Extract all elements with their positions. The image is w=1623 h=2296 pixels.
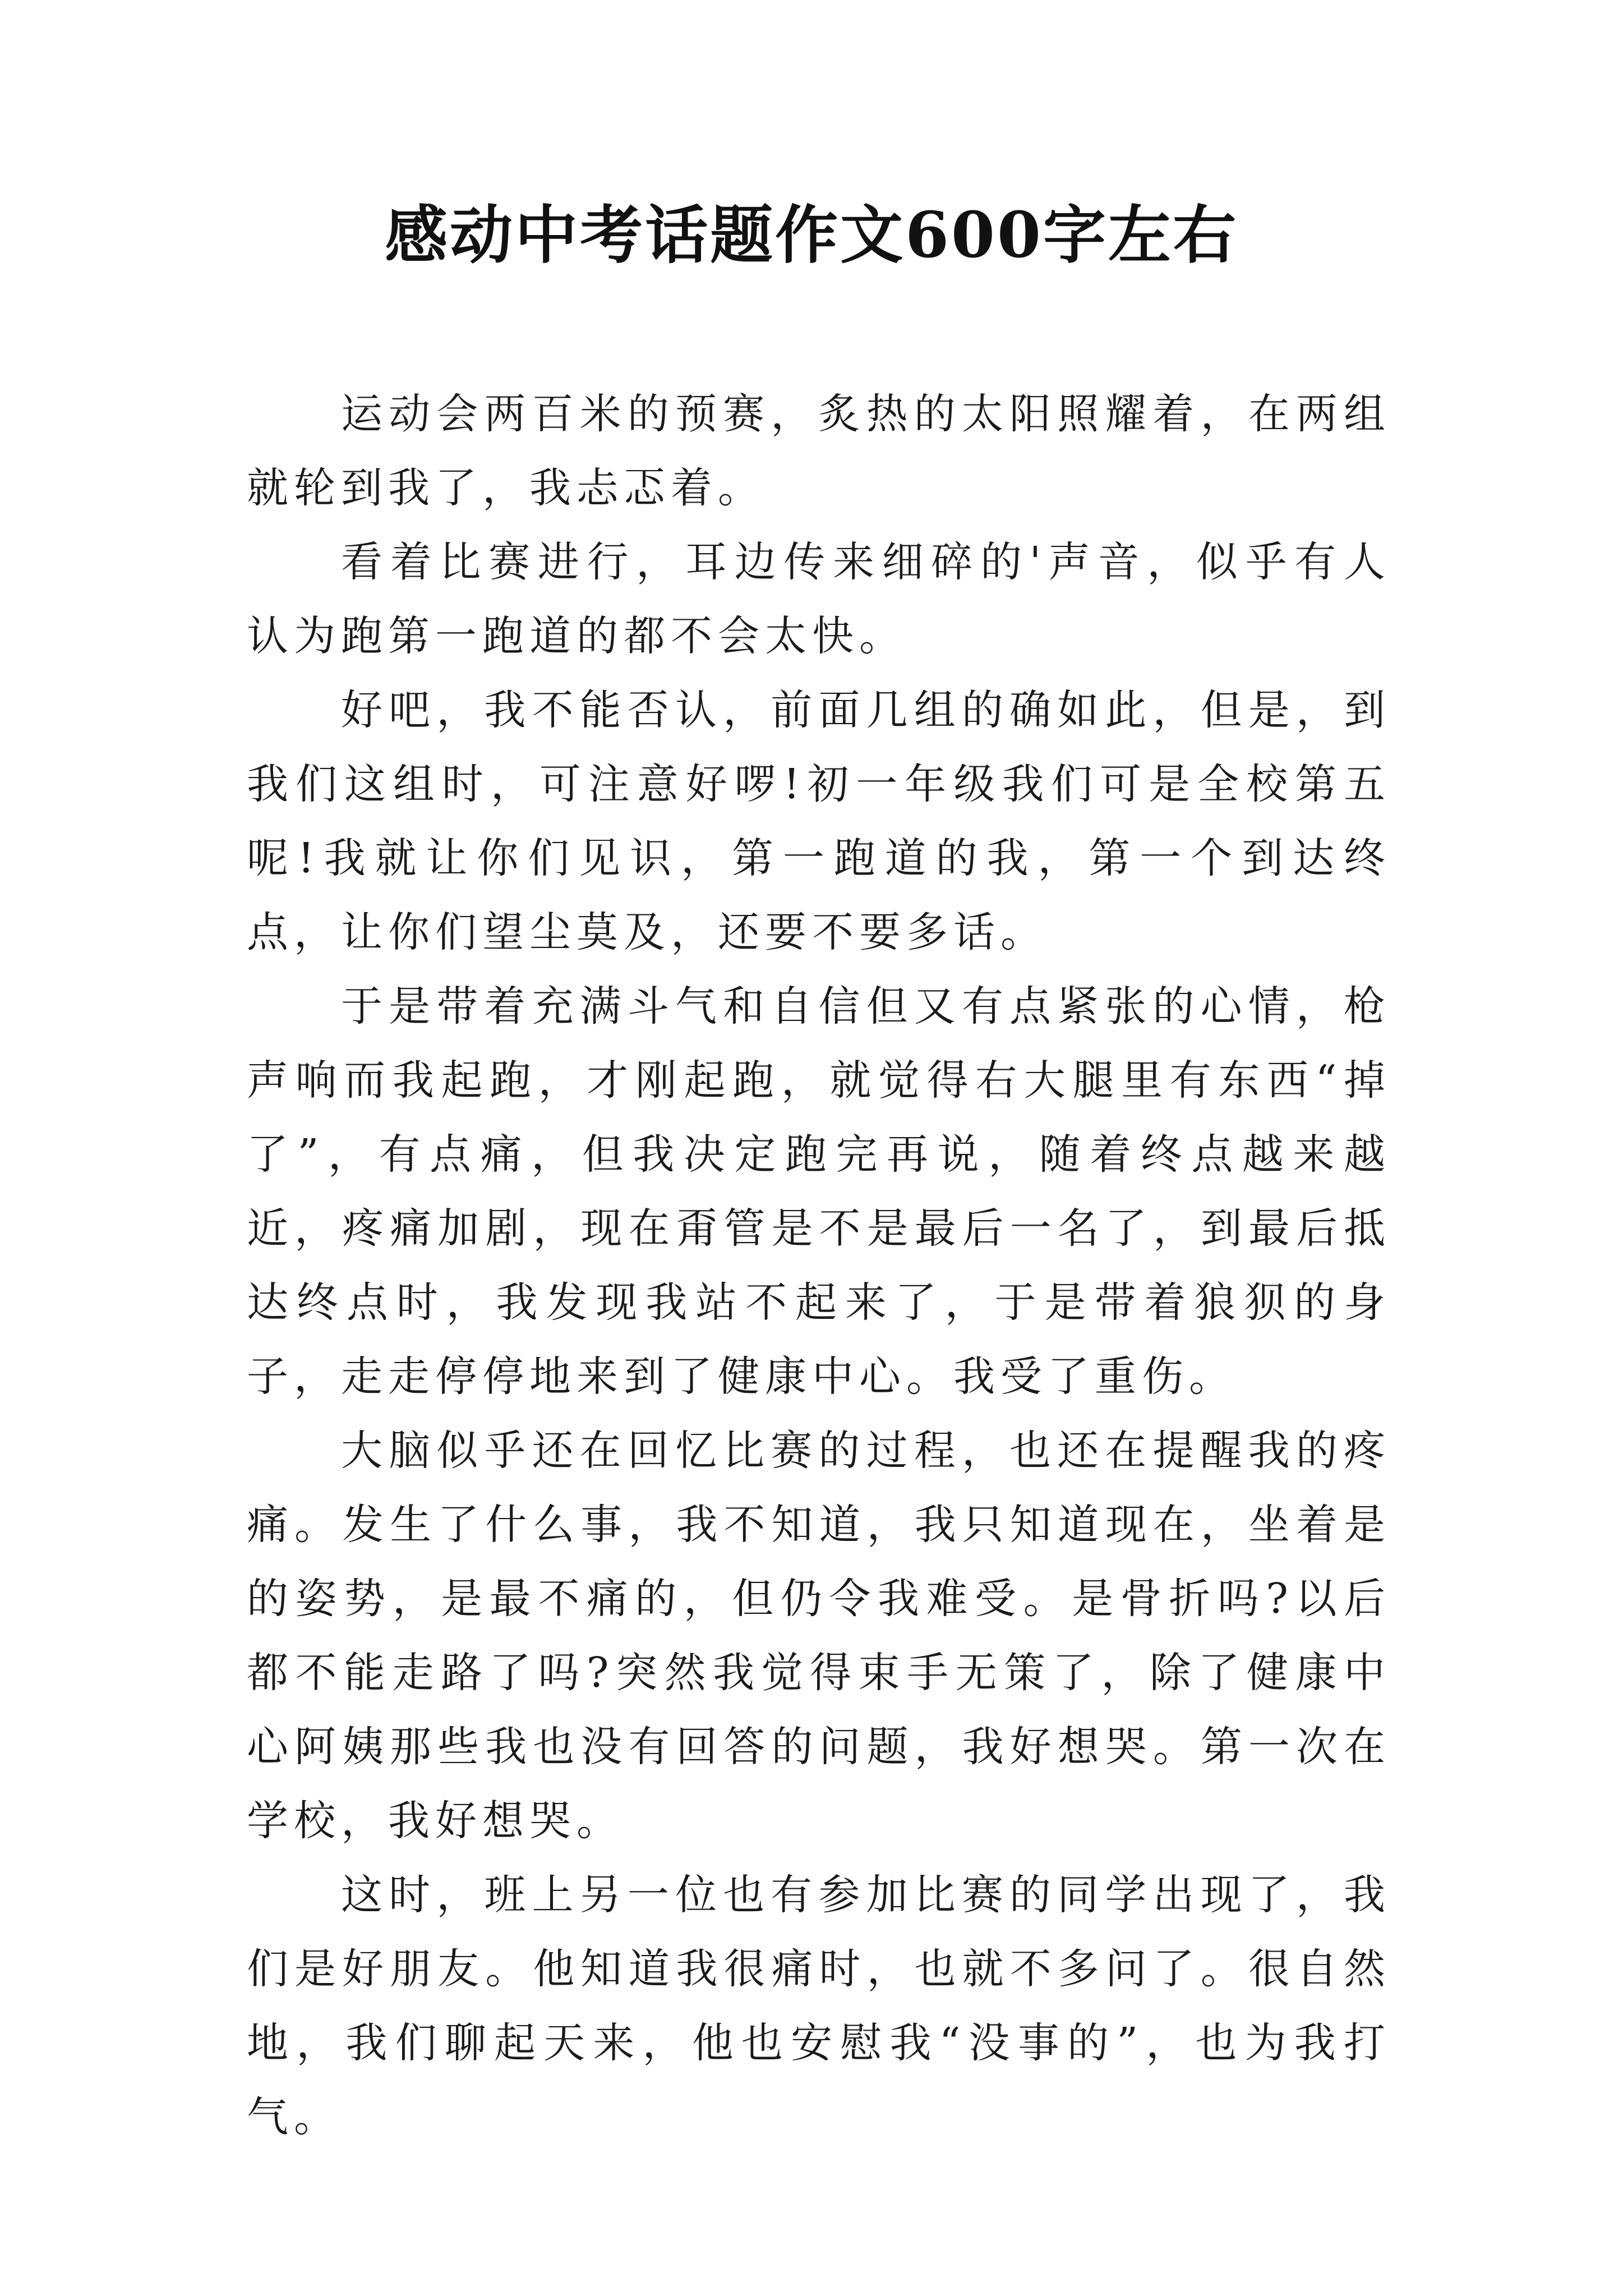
document-body xyxy=(247,377,1391,2154)
paragraph: 于是带着充满斗气和自信但又有点紧张的心情，枪声响而我起跑，才刚起跑，就觉得右大腿里有东西“掉了”，有点痛，但我决定跑完再说，随着终点越来越近，疼痛加剧，现在甭管是不是最后一名了，到最后抵达终点时，我发现我站不起来了，于是带着狼狈的身子，走走停停地来到了健康中心。我受了重伤。 xyxy=(247,982,1391,1401)
paragraph: 运动会两百米的预赛，炙热的太阳照耀着，在两组就轮到我了，我忐忑着。 xyxy=(247,390,1391,512)
paragraph: 这时，班上另一位也有参加比赛的同学出现了，我们是好朋友。他知道我很痛时，也就不多问了。很自然地，我们聊起天来，他也安慰我“没事的”，也为我打气。 xyxy=(247,1871,1391,2141)
paragraph: 看着比赛进行，耳边传来细碎的'声音，似乎有人认为跑第一跑道的都不会太快。 xyxy=(247,538,1391,660)
document-title: 感动中考话题作文600字左右 xyxy=(385,199,1238,272)
paragraph: 大脑似乎还在回忆比赛的过程，也还在提醒我的疼痛。发生了什么事，我不知道，我只知道现在，坐着是的姿势，是最不痛的，但仍令我难受。是骨折吗?以后都不能走路了吗?突然我觉得束手无策了，除了健康中心阿姨那些我也没有回答的问题，我好想哭。第一次在学校，我好想哭。 xyxy=(247,1427,1391,1845)
paragraph: 好吧，我不能否认，前面几组的确如此，但是，到我们这组时，可注意好啰!初一年级我们可是全校第五呢!我就让你们见识，第一跑道的我，第一个到达终点，让你们望尘莫及，还要不要多话。 xyxy=(247,686,1391,956)
